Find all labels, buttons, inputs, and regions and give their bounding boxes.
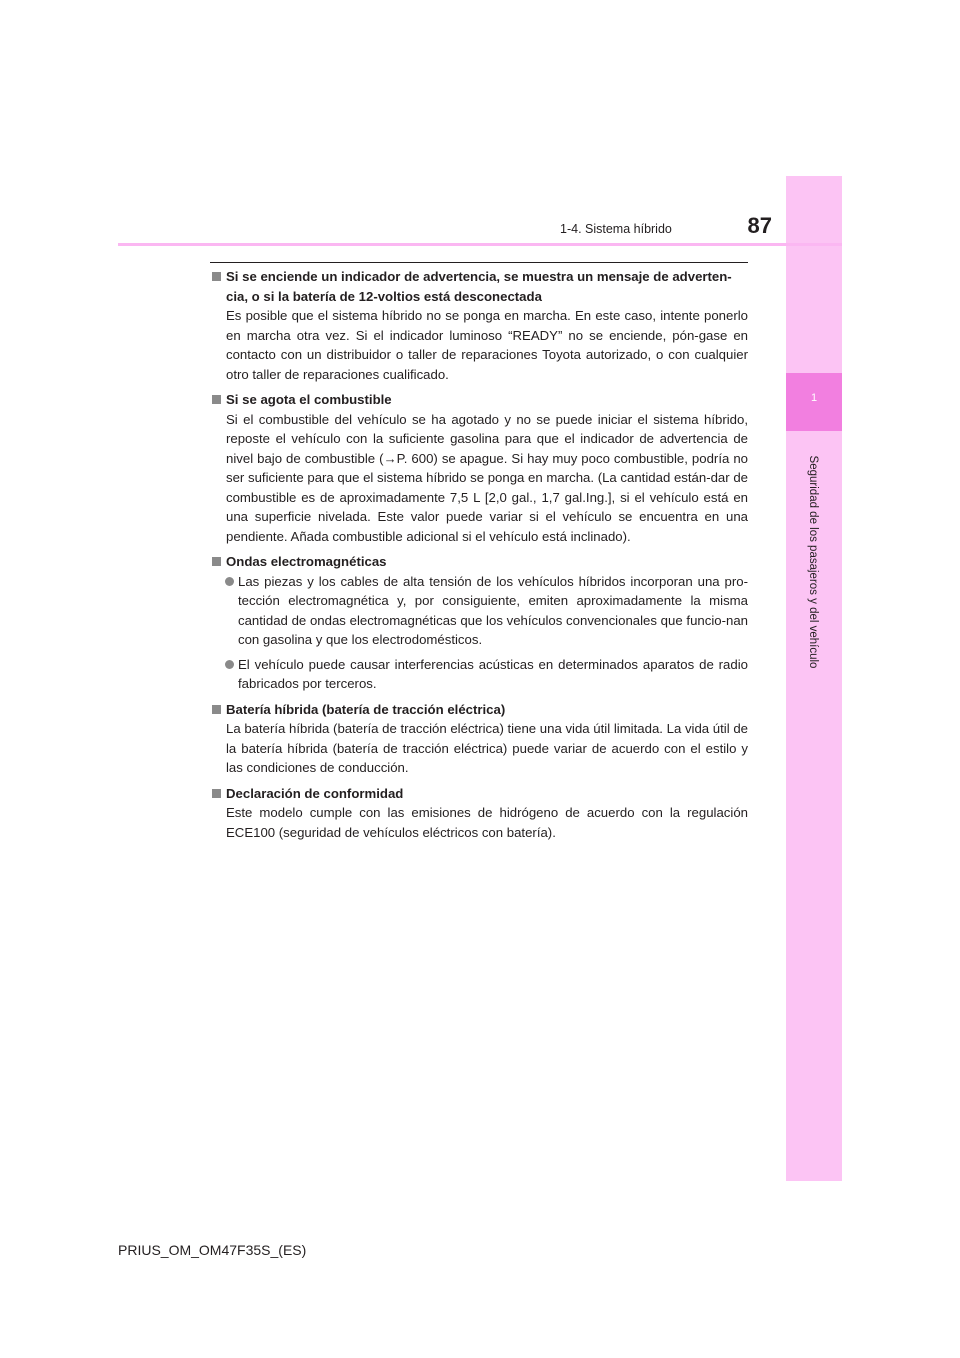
section-body: Si el combustible del vehículo se ha agotado y no se puede iniciar el sistema híbrido, reposte el vehículo con la suficiente gasolina para que el indicador de advertencia de nivel bajo de combustible (→P. 600) se apague. Si hay muy poco combustible, podría no ser suficiente para que el sistema híbrido se ponga en marcha. (La cantidad están-dar de combustible es de aproximadamente 7,5 L [2,0 gal., 1,7 gal.Ing.], si el vehículo está en una superficie nivelada. Este valor puede variar si el vehículo se encuentra en una pendiente. Añada combustible adicional si el vehículo está inclinado). xyxy=(226,411,748,544)
square-bullet-icon xyxy=(212,789,221,798)
section-heading xyxy=(210,784,748,804)
section-hybrid-battery xyxy=(210,700,748,778)
square-bullet-icon xyxy=(212,272,221,281)
section-heading xyxy=(210,390,748,410)
section-fuel-empty xyxy=(210,390,748,546)
content-divider xyxy=(210,262,748,263)
section-heading-text: Si se agota el combustible xyxy=(226,392,392,407)
square-bullet-icon xyxy=(212,705,221,714)
list-item-text: Las piezas y los cables de alta tensión de los vehículos híbridos incorporan una pro-tección electromagnética y, por consiguiente, emiten aproximadamente la misma cantidad de ondas electromagnéticas que los vehículos convencionales que funcio-nan con gasolina y que los electrodomésticos. xyxy=(238,573,748,647)
round-bullet-icon xyxy=(225,577,234,586)
section-electromagnetic-waves xyxy=(210,552,748,694)
section-heading-text: Si se enciende un indicador de advertencia, se muestra un mensaje de adverten-cia, o si la batería de 12-voltios está desconectada xyxy=(226,269,732,304)
square-bullet-icon xyxy=(212,557,221,566)
section-body: Este modelo cumple con las emisiones de hidrógeno de acuerdo con la regulación ECE100 (seguridad de vehículos eléctricos con batería). xyxy=(226,805,748,840)
section-heading-text: Declaración de conformidad xyxy=(226,785,404,801)
section-body: La batería híbrida (batería de tracción eléctrica) tiene una vida útil limitada. La vida útil de la batería híbrida (batería de tracción eléctrica) puede variar de acuerdo con el estilo y las condiciones de conducción. xyxy=(226,721,748,775)
list-item-text: El vehículo puede causar interferencias acústicas en determinados aparatos de radio fabricados por terceros. xyxy=(238,656,748,691)
footer-doc-code: PRIUS_OM_OM47F35S_(ES) xyxy=(118,1242,307,1258)
square-bullet-icon xyxy=(212,395,221,404)
page-number: 87 xyxy=(747,213,772,238)
page-content xyxy=(210,267,748,848)
list-item xyxy=(210,572,748,650)
list-item xyxy=(210,655,748,694)
round-bullet-icon xyxy=(225,660,234,669)
side-tab-number: 1 xyxy=(810,392,818,404)
side-tab-label: Seguridad de los pasajeros y del vehículo xyxy=(807,455,819,669)
section-heading xyxy=(210,267,748,306)
section-body: Es posible que el sistema híbrido no se ponga en marcha. En este caso, intente ponerlo en marcha otra vez. Si el indicador luminoso “READY” no se enciende, pón-gase en contacto con un distribuidor o taller de reparaciones Toyota autorizado, o con cualquier otro taller de reparaciones cualificado. xyxy=(226,308,748,382)
side-tab xyxy=(786,176,842,1181)
section-heading-text: Ondas electromagnéticas xyxy=(226,554,387,569)
section-declaration-conformity xyxy=(210,784,748,843)
section-title: 1-4. Sistema híbrido xyxy=(560,222,672,236)
section-heading xyxy=(210,552,748,572)
section-warning-indicator xyxy=(210,267,748,384)
header-rule xyxy=(118,243,842,246)
section-heading xyxy=(210,700,748,720)
section-heading-text: Batería híbrida (batería de tracción eléctrica) xyxy=(226,701,506,717)
